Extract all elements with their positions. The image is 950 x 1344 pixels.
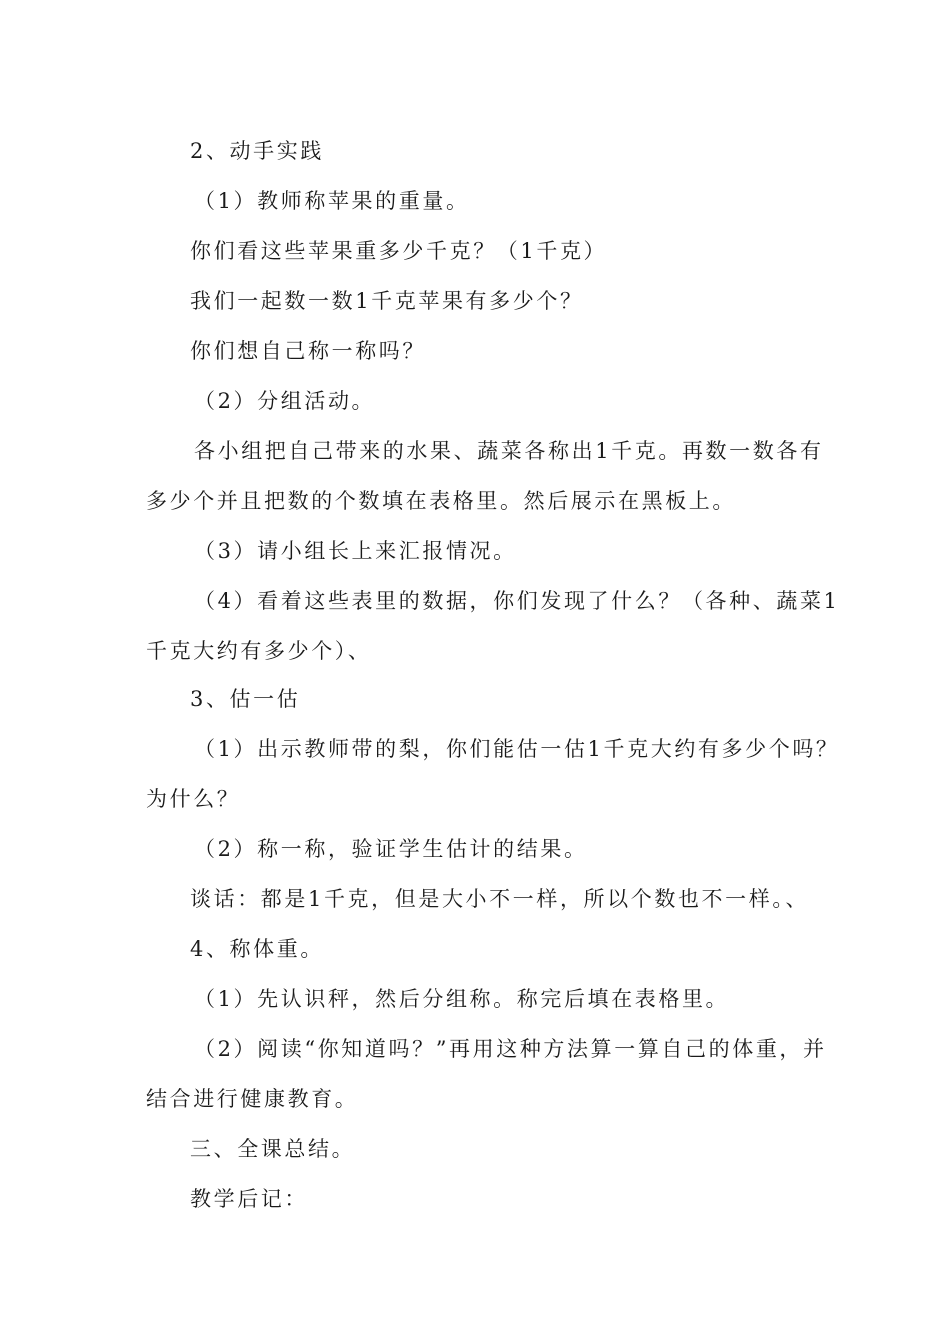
paragraph: （4）看着这些表里的数据，你们发现了什么？（各种、蔬菜1: [194, 589, 840, 613]
section-heading: 2、动手实践: [190, 139, 324, 163]
paragraph: （1）教师称苹果的重量。: [194, 189, 470, 213]
paragraph: （3）请小组长上来汇报情况。: [194, 539, 517, 563]
paragraph: （2）阅读“你知道吗？”再用这种方法算一算自己的体重，并: [194, 1037, 827, 1061]
paragraph-continuation: 为什么？: [146, 787, 241, 811]
paragraph: 谈话：都是1千克，但是大小不一样，所以个数也不一样。、: [190, 887, 810, 911]
paragraph: 我们一起数一数1千克苹果有多少个？: [190, 289, 584, 313]
section-heading: 4、称体重。: [190, 937, 324, 961]
section-heading: 3、估一估: [190, 687, 301, 711]
paragraph: 各小组把自己带来的水果、蔬菜各称出1千克。再数一数各有: [194, 439, 824, 463]
paragraph: 你们看这些苹果重多少千克？（1千克）: [190, 239, 608, 263]
paragraph: （1）先认识秤，然后分组称。称完后填在表格里。: [194, 987, 730, 1011]
paragraph-continuation: 多少个并且把数的个数填在表格里。然后展示在黑板上。: [146, 489, 736, 513]
paragraph-continuation: 结合进行健康教育。: [146, 1087, 359, 1111]
paragraph: （2）称一称，验证学生估计的结果。: [194, 837, 588, 861]
paragraph: （2）分组活动。: [194, 389, 376, 413]
section-heading: 三、全课总结。: [190, 1137, 356, 1161]
paragraph-continuation: 千克大约有多少个）、: [146, 639, 372, 663]
paragraph: （1）出示教师带的梨，你们能估一估1千克大约有多少个吗？: [194, 737, 840, 761]
paragraph: 你们想自己称一称吗？: [190, 339, 426, 363]
paragraph: 教学后记：: [190, 1187, 308, 1211]
